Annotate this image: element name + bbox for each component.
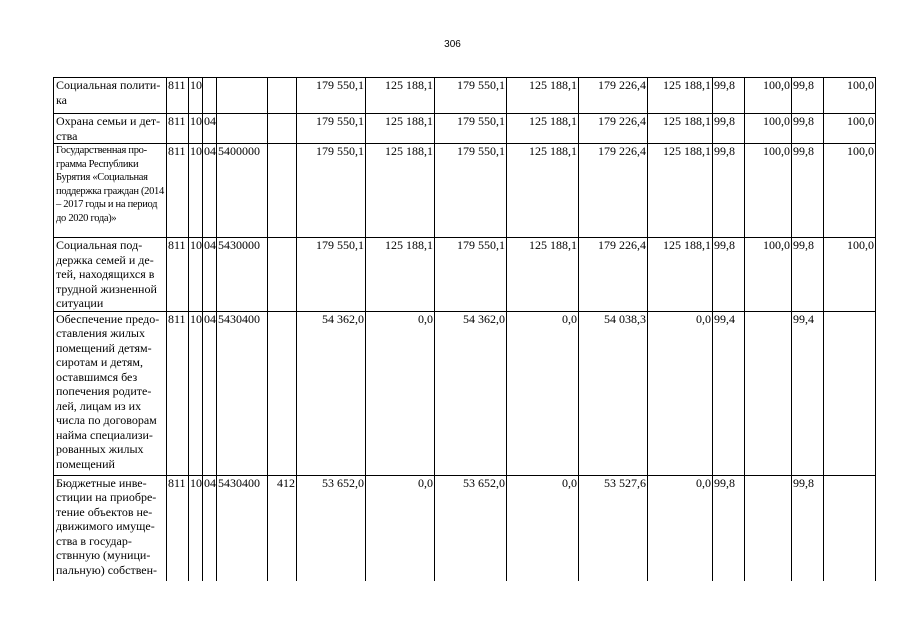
fact-total: 179 226,4 xyxy=(579,238,648,312)
subsection-code: 04 xyxy=(203,475,217,581)
fact-total: 179 226,4 xyxy=(579,144,648,238)
expense-type-code: 412 xyxy=(268,475,297,581)
percent-2: 100,0 xyxy=(745,78,792,114)
subsection-code: 04 xyxy=(203,144,217,238)
subsection-code: 04 xyxy=(203,238,217,312)
expense-type-code xyxy=(268,114,297,144)
percent-1: 99,8 xyxy=(713,114,745,144)
table-row xyxy=(54,78,876,114)
target-article-code xyxy=(217,78,268,114)
percent-4 xyxy=(824,475,876,581)
percent-2: 100,0 xyxy=(745,144,792,238)
percent-4: 100,0 xyxy=(824,238,876,312)
plan-federal-1: 0,0 xyxy=(366,311,435,475)
fact-total: 54 038,3 xyxy=(579,311,648,475)
plan-federal-2: 0,0 xyxy=(507,475,579,581)
row-name: Обеспечение предо-ставления жилых помещений детям-сиротам и детям, оставшимся без попечения родите-лей, лицам из их числа по договорам найма специализи-рованных жилых помещений xyxy=(54,311,167,475)
row-name: Бюджетные инве-стиции на приобре-тение объектов не-движимого имуще-ства в государ-ствнную (муници-пальную) собствен- xyxy=(54,475,167,581)
plan-total-1: 179 550,1 xyxy=(297,78,366,114)
percent-3: 99,4 xyxy=(792,311,824,475)
grbs-code: 811 xyxy=(167,144,189,238)
percent-3: 99,8 xyxy=(792,78,824,114)
fact-total: 53 527,6 xyxy=(579,475,648,581)
plan-federal-2: 125 188,1 xyxy=(507,238,579,312)
plan-total-2: 54 362,0 xyxy=(435,311,507,475)
expense-type-code xyxy=(268,78,297,114)
fact-total: 179 226,4 xyxy=(579,78,648,114)
plan-total-2: 179 550,1 xyxy=(435,114,507,144)
table-row xyxy=(54,238,876,312)
fact-federal: 125 188,1 xyxy=(648,114,713,144)
section-code: 10 xyxy=(189,78,203,114)
row-name: Государственная про-грамма Республики Бурятия «Социальная поддержка граждан (2014 – 2017 годы и на период до 2020 года)» xyxy=(54,144,167,238)
plan-total-1: 53 652,0 xyxy=(297,475,366,581)
plan-total-1: 179 550,1 xyxy=(297,144,366,238)
grbs-code: 811 xyxy=(167,238,189,312)
fact-federal: 125 188,1 xyxy=(648,238,713,312)
percent-4: 100,0 xyxy=(824,78,876,114)
grbs-code: 811 xyxy=(167,311,189,475)
section-code: 10 xyxy=(189,311,203,475)
target-article-code: 5400000 xyxy=(217,144,268,238)
percent-2: 100,0 xyxy=(745,114,792,144)
section-code: 10 xyxy=(189,144,203,238)
plan-total-1: 179 550,1 xyxy=(297,238,366,312)
percent-1: 99,8 xyxy=(713,238,745,312)
percent-1: 99,8 xyxy=(713,78,745,114)
expense-type-code xyxy=(268,311,297,475)
target-article-code: 5430400 xyxy=(217,311,268,475)
expense-type-code xyxy=(268,144,297,238)
page-number: 306 xyxy=(444,39,461,50)
fact-federal: 0,0 xyxy=(648,311,713,475)
plan-federal-2: 125 188,1 xyxy=(507,78,579,114)
plan-federal-2: 0,0 xyxy=(507,311,579,475)
target-article-code: 5430400 xyxy=(217,475,268,581)
percent-4 xyxy=(824,311,876,475)
plan-total-2: 179 550,1 xyxy=(435,238,507,312)
target-article-code: 5430000 xyxy=(217,238,268,312)
subsection-code: 04 xyxy=(203,114,217,144)
percent-1: 99,8 xyxy=(713,144,745,238)
plan-federal-2: 125 188,1 xyxy=(507,114,579,144)
percent-2 xyxy=(745,311,792,475)
target-article-code xyxy=(217,114,268,144)
percent-4: 100,0 xyxy=(824,114,876,144)
plan-total-1: 54 362,0 xyxy=(297,311,366,475)
row-name: Охрана семьи и дет-ства xyxy=(54,114,167,144)
grbs-code: 811 xyxy=(167,114,189,144)
plan-federal-1: 125 188,1 xyxy=(366,114,435,144)
fact-federal: 125 188,1 xyxy=(648,144,713,238)
percent-1: 99,8 xyxy=(713,475,745,581)
plan-federal-1: 125 188,1 xyxy=(366,144,435,238)
fact-total: 179 226,4 xyxy=(579,114,648,144)
budget-table xyxy=(53,77,876,581)
section-code: 10 xyxy=(189,475,203,581)
fact-federal: 0,0 xyxy=(648,475,713,581)
percent-3: 99,8 xyxy=(792,238,824,312)
percent-4: 100,0 xyxy=(824,144,876,238)
plan-federal-1: 125 188,1 xyxy=(366,238,435,312)
grbs-code: 811 xyxy=(167,475,189,581)
row-name: Социальная под-держка семей и де-тей, находящихся в трудной жизненной ситуации xyxy=(54,238,167,312)
percent-2: 100,0 xyxy=(745,238,792,312)
percent-3: 99,8 xyxy=(792,144,824,238)
table-row xyxy=(54,475,876,581)
table-row xyxy=(54,114,876,144)
plan-federal-1: 125 188,1 xyxy=(366,78,435,114)
plan-total-2: 179 550,1 xyxy=(435,144,507,238)
plan-total-1: 179 550,1 xyxy=(297,114,366,144)
expense-type-code xyxy=(268,238,297,312)
plan-federal-1: 0,0 xyxy=(366,475,435,581)
subsection-code: 04 xyxy=(203,311,217,475)
plan-federal-2: 125 188,1 xyxy=(507,144,579,238)
percent-1: 99,4 xyxy=(713,311,745,475)
plan-total-2: 179 550,1 xyxy=(435,78,507,114)
percent-3: 99,8 xyxy=(792,475,824,581)
plan-total-2: 53 652,0 xyxy=(435,475,507,581)
fact-federal: 125 188,1 xyxy=(648,78,713,114)
section-code: 10 xyxy=(189,238,203,312)
percent-2 xyxy=(745,475,792,581)
percent-3: 99,8 xyxy=(792,114,824,144)
section-code: 10 xyxy=(189,114,203,144)
table-row xyxy=(54,311,876,475)
row-name: Социальная полити-ка xyxy=(54,78,167,114)
table-row xyxy=(54,144,876,238)
grbs-code: 811 xyxy=(167,78,189,114)
subsection-code xyxy=(203,78,217,114)
